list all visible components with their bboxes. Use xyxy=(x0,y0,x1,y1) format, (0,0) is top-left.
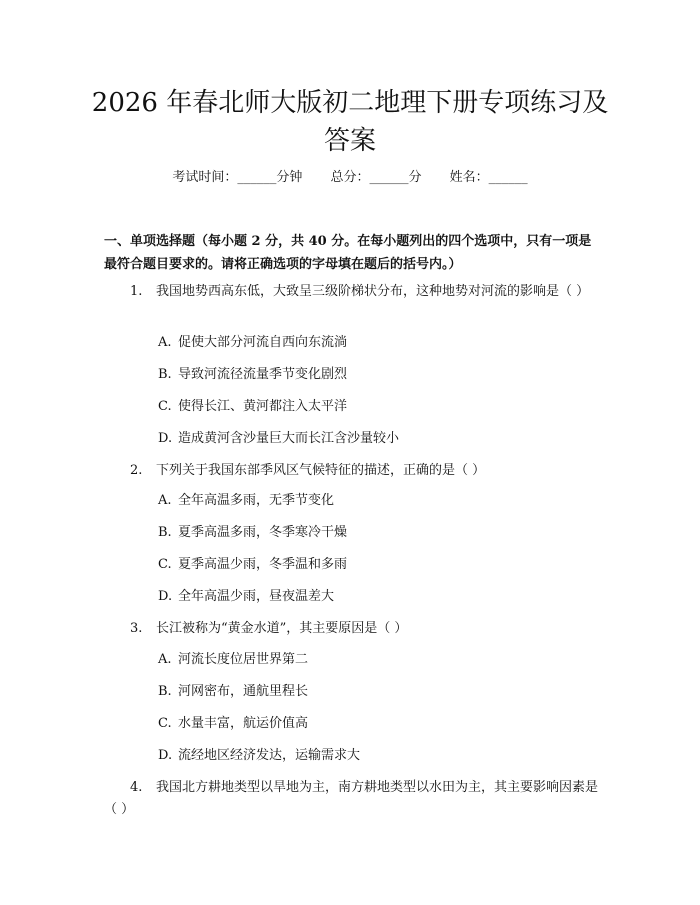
option-text: 夏季高温多雨，冬季寒冷干燥 xyxy=(178,525,348,540)
question-3-option-b xyxy=(158,682,578,702)
question-1-option-c xyxy=(158,397,578,417)
exam-total-score: 总分：______分 xyxy=(330,170,422,185)
question-1-option-d xyxy=(158,429,578,449)
question-text: 我国地势西高东低，大致呈三级阶梯状分布，这种地势对河流的影响是（ ） xyxy=(156,284,590,299)
question-2-option-c xyxy=(158,555,578,575)
option-text: 导致河流径流量季节变化剧烈 xyxy=(178,367,348,382)
option-text: 使得长江、黄河都注入太平洋 xyxy=(178,399,348,414)
question-2-option-b xyxy=(158,523,578,543)
exam-meta xyxy=(0,168,700,188)
option-text: 全年高温少雨，昼夜温差大 xyxy=(178,589,335,604)
question-text: 长江被称为“黄金水道”，其主要原因是（ ） xyxy=(156,621,408,636)
exam-time: 考试时间：______分钟 xyxy=(172,170,303,185)
option-text: 造成黄河含沙量巨大而长江含沙量较小 xyxy=(178,431,400,446)
section-heading: 一、单项选择题（每小题 2 分，共 40 分。在每小题列出的四个选项中，只有一项是最符合题目要求的。请将正确选项的字母填在题后的括号内。） xyxy=(104,234,592,272)
question-2 xyxy=(104,460,600,482)
option-letter: A. xyxy=(158,493,172,508)
question-3-option-c xyxy=(158,714,578,734)
document-title: 2026 年春北师大版初二地理下册专项练习及答案 xyxy=(91,88,609,156)
question-text: 我国北方耕地类型以旱地为主，南方耕地类型以水田为主，其主要影响因素是（ ） xyxy=(104,780,599,817)
question-3-option-d xyxy=(158,746,578,766)
option-text: 全年高温多雨，无季节变化 xyxy=(178,493,335,508)
student-name: 姓名：______ xyxy=(449,170,528,185)
option-letter: C. xyxy=(158,557,172,572)
question-number: 4. xyxy=(130,780,143,795)
question-text: 下列关于我国东部季风区气候特征的描述，正确的是（ ） xyxy=(156,463,486,478)
question-4 xyxy=(104,777,600,821)
option-letter: A. xyxy=(158,335,172,350)
question-1-option-b xyxy=(158,365,578,385)
option-letter: A. xyxy=(158,652,172,667)
question-3-option-a xyxy=(158,650,578,670)
option-text: 河流长度位居世界第二 xyxy=(178,652,309,667)
option-text: 水量丰富，航运价值高 xyxy=(178,716,309,731)
question-1 xyxy=(104,281,600,303)
question-1-option-a xyxy=(158,333,578,353)
option-text: 河网密布，通航里程长 xyxy=(178,684,309,699)
question-number: 2. xyxy=(130,463,143,478)
question-2-option-a xyxy=(158,491,578,511)
option-letter: B. xyxy=(158,525,172,540)
option-text: 夏季高温少雨，冬季温和多雨 xyxy=(178,557,348,572)
option-letter: B. xyxy=(158,684,172,699)
option-letter: D. xyxy=(158,748,173,763)
question-2-option-d xyxy=(158,587,578,607)
option-letter: B. xyxy=(158,367,172,382)
option-letter: D. xyxy=(158,589,173,604)
question-number: 3. xyxy=(130,621,143,636)
option-text: 流经地区经济发达，运输需求大 xyxy=(178,748,361,763)
option-letter: C. xyxy=(158,399,172,414)
option-letter: D. xyxy=(158,431,173,446)
question-3 xyxy=(104,618,600,640)
question-number: 1. xyxy=(130,284,143,299)
option-text: 促使大部分河流自西向东流淌 xyxy=(178,335,348,350)
option-letter: C. xyxy=(158,716,172,731)
